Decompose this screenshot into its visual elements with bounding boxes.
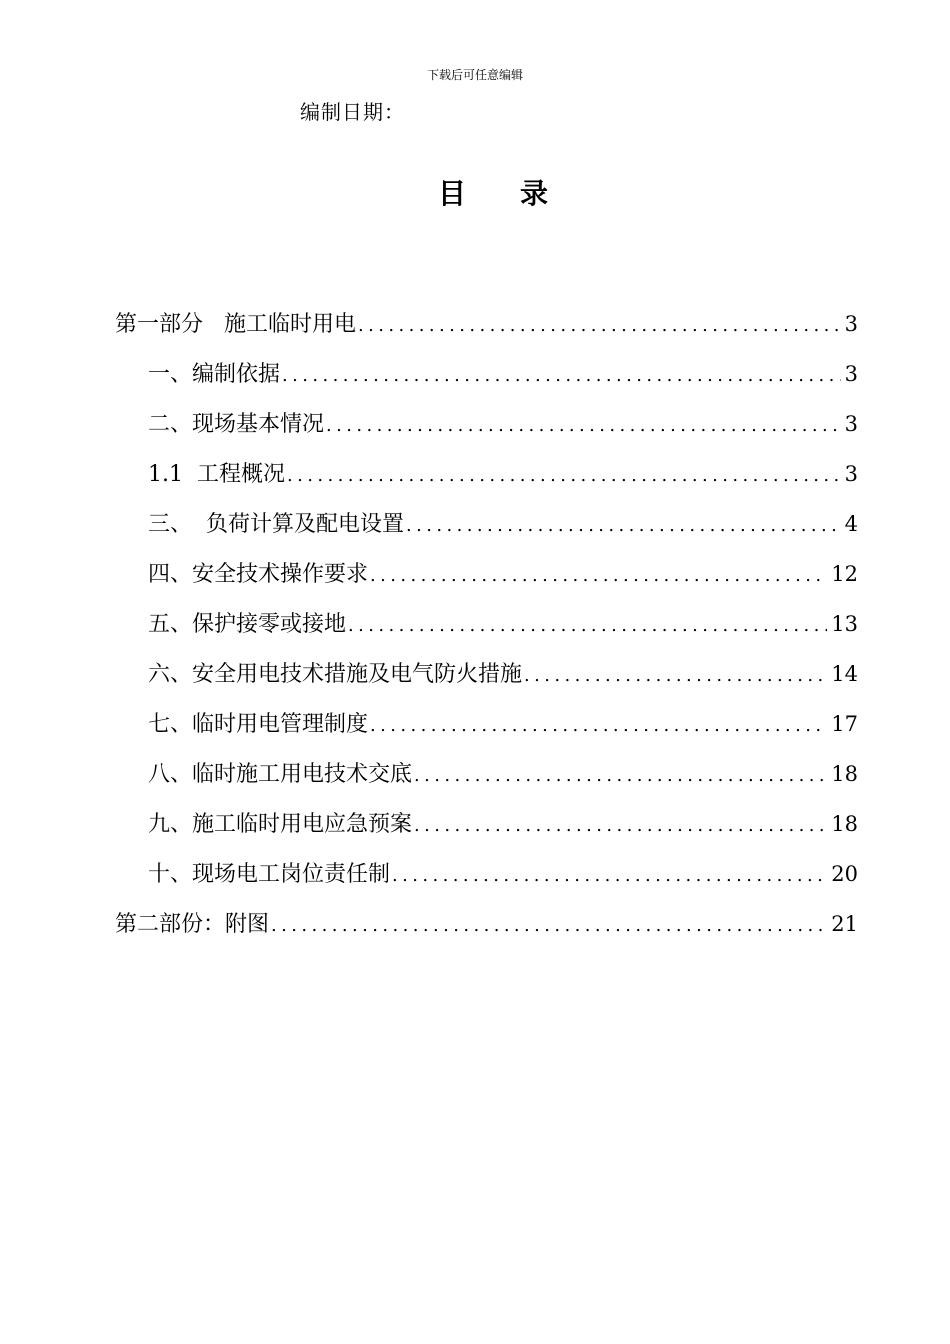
toc-entry[interactable] [148,656,858,692]
toc-page-number: 17 [831,712,858,736]
toc-entry[interactable] [148,606,858,642]
toc-entry-text: 四、安全技术操作要求 [148,562,369,587]
toc-page-number: 18 [831,812,858,836]
toc-entry-text: 六、安全用电技术措施及电气防火措施 [148,662,523,687]
toc-dot-leader [358,308,841,342]
toc-dot-leader [271,908,827,942]
toc-entry-text: 八、临时施工用电技术交底 [148,762,413,787]
toc-dot-leader [414,808,827,842]
toc-entry-text: 九、施工临时用电应急预案 [148,812,413,837]
toc-dot-leader [392,858,827,892]
toc-dot-leader [370,708,827,742]
toc-entry-text: 一、编制依据 [148,362,281,387]
toc-page-number: 3 [844,462,858,486]
toc-entry-text: 七、临时用电管理制度 [148,712,369,737]
toc-entry-text: 十、现场电工岗位责任制 [148,862,391,887]
toc-page-number: 3 [844,362,858,386]
page-header-note: 下载后可任意编辑 [426,68,523,82]
toc-entry-text: 三、 负荷计算及配电设置 [148,512,404,537]
toc-entry[interactable] [148,806,858,842]
toc-title [438,176,548,212]
toc-entry-text: 二、现场基本情况 [148,412,325,437]
toc-dot-leader [282,358,841,392]
toc-entry[interactable] [148,456,858,492]
toc-entry-text: 五、保护接零或接地 [148,612,347,637]
toc-entry-text: 第一部分 施工临时用电 [115,312,356,337]
toc-page-number: 21 [831,912,858,936]
toc-page-number: 18 [831,762,858,786]
toc-title-char-2: 录 [520,177,549,210]
toc-entry-text: 第二部份：附图 [115,912,270,937]
toc-entry[interactable] [148,506,858,542]
toc-page-number: 3 [844,312,858,336]
toc-entry[interactable] [115,306,858,342]
toc-page-number: 3 [844,412,858,436]
toc-dot-leader [326,408,841,442]
toc-page-number: 13 [831,612,858,636]
toc-entry-text: 1.1 工程概况 [148,462,285,487]
toc-page-number: 20 [831,862,858,886]
toc-page-number: 12 [831,562,858,586]
toc-page-number: 4 [844,512,858,536]
toc-title-char-1: 目 [438,177,467,210]
toc-dot-leader [524,658,827,692]
toc-dot-leader [370,558,827,592]
toc-dot-leader [406,508,841,542]
toc-entry[interactable] [148,706,858,742]
toc-entry[interactable] [148,756,858,792]
compile-date-label: 编制日期： [300,100,405,124]
toc-page-number: 14 [831,662,858,686]
toc-entry[interactable] [148,406,858,442]
toc-entry[interactable] [148,556,858,592]
toc-entry[interactable] [148,356,858,392]
toc-dot-leader [414,758,827,792]
toc-dot-leader [348,608,827,642]
toc-dot-leader [287,458,841,492]
toc-entry[interactable] [148,856,858,892]
toc-entry[interactable] [115,906,858,942]
